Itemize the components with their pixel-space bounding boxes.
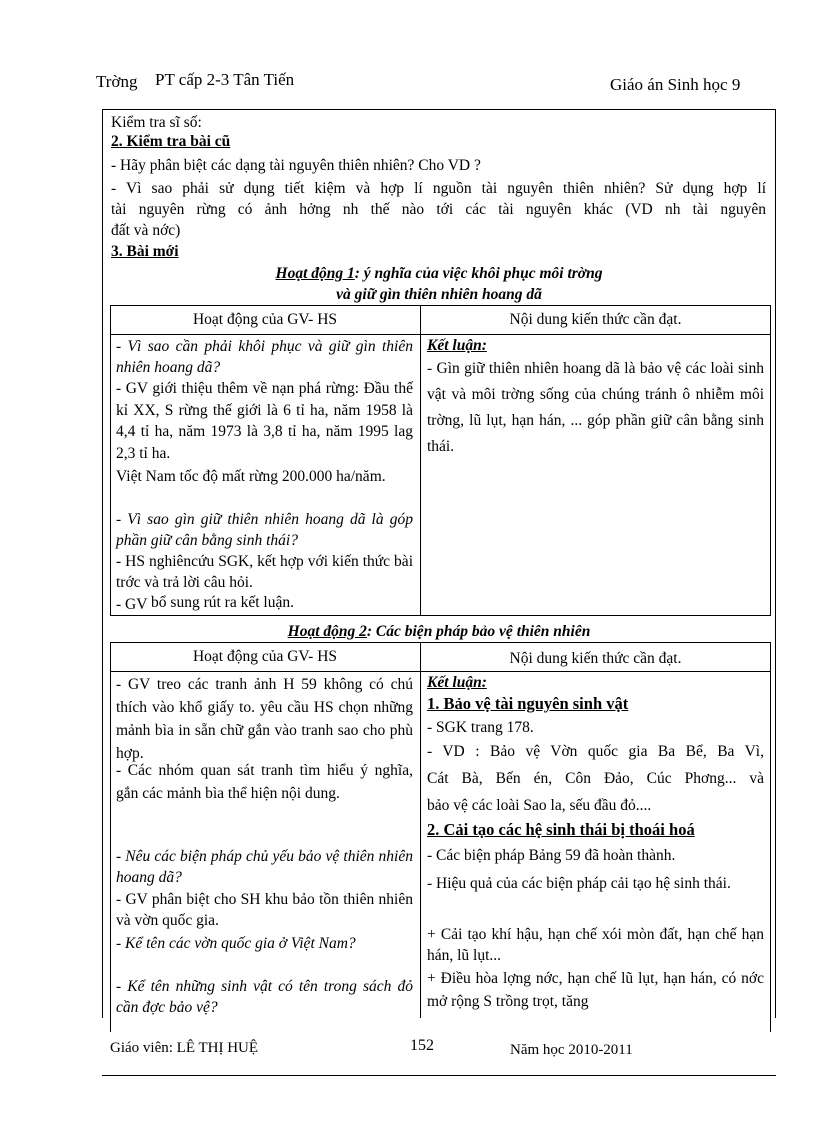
old-lesson-q1: - Hãy phân biệt các dạng tài nguyên thiên nhiên? Cho VD ? <box>111 157 481 174</box>
activity1-left-q2: - Vì sao gìn giữ thiên nhiên hoang dã là góp phần giữ cân bằng sinh thái? <box>116 511 413 549</box>
footer-teacher-name: LÊ THỊ HUỆ <box>176 1040 259 1056</box>
check-attendance: Kiểm tra sĩ số: <box>111 114 202 131</box>
activity2-left-q3: - Kể tên những sinh vật có tên trong sách đỏ cần đợc bảo vệ? <box>116 978 413 1016</box>
header-school-prefix: Trờng <box>96 72 138 91</box>
activity1-left-gv-rest: bổ sung rút ra kết luận. <box>151 594 294 611</box>
activity2-header-divider <box>110 671 771 672</box>
old-lesson-q2-line3: đất và nớc) <box>111 222 181 239</box>
activity1-left-q1: - Vì sao cần phải khôi phục và giữ gìn thiên nhiên hoang dã? <box>116 338 413 376</box>
old-lesson-q2-line2: tài nguyên rừng có ảnh hởng nh thế nào tới các tài nguyên khác (VD nh tài nguyên <box>111 201 766 218</box>
section3-title: 3. Bài mới <box>111 243 179 260</box>
activity2-measure-4: + Điều hòa lợng nớc, hạn chế lũ lụt, hạn hán, có nớc mở rộng S trồng trọt, tăng <box>427 970 764 1010</box>
activity2-left-q1: - Nêu các biện pháp chủ yếu bảo vệ thiên nhiên hoang dã? <box>116 848 413 886</box>
activity1-col-left-header: Hoạt động của GV- HS <box>192 311 338 328</box>
activity2-sgk: - SGK trang 178. <box>427 719 534 736</box>
activity1-header-divider <box>110 334 771 335</box>
activity2-title <box>102 623 776 641</box>
activity2-title-rest: : Các biện pháp bảo vệ thiên nhiên <box>366 623 591 640</box>
activity2-vd-line1: - VD : Bảo vệ Vờn quốc gia Ba Bể, Ba Vì, <box>427 743 764 760</box>
old-lesson-q2-line1: - Vì sao phải sử dụng tiết kiệm và hợp lí nguồn tài nguyên thiên nhiên? Sử dụng hợp lí <box>111 180 766 197</box>
activity1-col-right-header: Nội dung kiến thức cần đạt. <box>509 311 682 328</box>
activity2-col-left-header: Hoạt động của GV- HS <box>192 648 338 665</box>
activity2-measure-1: - Các biện pháp Bảng 59 đã hoàn thành. <box>427 847 676 864</box>
activity2-heading-1: 1. Bảo vệ tài nguyên sinh vật <box>427 694 629 713</box>
activity2-left-gv2: - GV phân biệt cho SH khu bảo tồn thiên nhiên và vờn quốc gia. <box>116 891 413 929</box>
activity2-vd-line3: bảo vệ các loài Sao la, sếu đầu đỏ.... <box>427 797 652 814</box>
activity1-left-gv <box>116 596 294 614</box>
activity1-conclusion-text: - Gìn giữ thiên nhiên hoang dã là bảo vệ các loài sinh vật và môi trờng sống của chúng tránh ô nhiễm môi trờng, lũ lụt, hạn hán, ... góp phần giữ cân bằng sinh thái. <box>427 360 764 455</box>
header-subject: Giáo án Sinh học 9 <box>610 75 741 94</box>
activity1-left-info: - GV giới thiệu thêm về nạn phá rừng: Đầu thế kỉ XX, S rừng thế giới là 6 tỉ ha, năm 1958 là 4,4 tỉ ha, năm 1973 là 3,8 tỉ ha, năm 1995 lag 2,3 tỉ ha. <box>116 380 413 462</box>
footer-teacher-label: Giáo viên: <box>110 1040 173 1056</box>
footer-teacher <box>110 1040 258 1057</box>
activity2-left-groups: - Các nhóm quan sát tranh tìm hiểu ý nghĩa, gắn các mảnh bìa thể hiện nội dung. <box>116 762 413 802</box>
activity1-title-rest: : ý nghĩa của việc khôi phục môi trờng <box>354 265 603 282</box>
activity1-title <box>102 265 776 283</box>
activity1-left-hs: - HS nghiêncứu SGK, kết hợp với kiến thức bài trớc và trả lời câu hỏi. <box>116 553 413 591</box>
footer-page-number: 152 <box>410 1037 434 1054</box>
activity1-title-line2: và giữ gìn thiên nhiên hoang dã <box>336 286 542 303</box>
activity1-left-vietnam: Việt Nam tốc độ mất rừng 200.000 ha/năm. <box>116 468 386 485</box>
activity2-measure-2: - Hiệu quả của các biện pháp cải tạo hệ sinh thái. <box>427 875 731 892</box>
activity2-heading-2: 2. Cải tạo các hệ sinh thái bị thoái hoá <box>427 820 695 839</box>
header-school-name: PT cấp 2-3 Tân Tiến <box>155 70 295 89</box>
activity1-conclusion-label: Kết luận: <box>427 337 487 354</box>
activity1-left-gv-prefix: - GV <box>116 596 148 613</box>
activity2-col-right-header: Nội dung kiến thức cần đạt. <box>509 650 682 667</box>
activity2-measure-3: + Cải tạo khí hậu, hạn chế xói mòn đất, hạn chế hạn hán, lũ lụt... <box>427 926 764 964</box>
activity2-column-divider <box>420 642 421 1018</box>
activity2-title-label: Hoạt động 2 <box>287 623 367 640</box>
footer-school-year: Năm học 2010-2011 <box>510 1042 633 1058</box>
activity2-conclusion-label: Kết luận: <box>427 674 487 691</box>
activity1-column-divider <box>420 305 421 616</box>
footer-rule <box>102 1075 776 1076</box>
activity2-vd-line2: Cát Bà, Bến én, Côn Đảo, Cúc Phơng... và <box>427 770 764 787</box>
section2-title: 2. Kiểm tra bài cũ <box>111 133 231 150</box>
activity2-left-q2: - Kể tên các vờn quốc gia ở Việt Nam? <box>116 935 356 952</box>
activity2-left-gv1: - GV treo các tranh ảnh H 59 không có chú thích vào khổ giấy to. yêu cầu HS chọn những mảnh bìa in sẵn chữ gắn vào tranh sao cho phù hợp. <box>116 676 413 762</box>
activity1-title-label: Hoạt động 1 <box>275 265 355 282</box>
